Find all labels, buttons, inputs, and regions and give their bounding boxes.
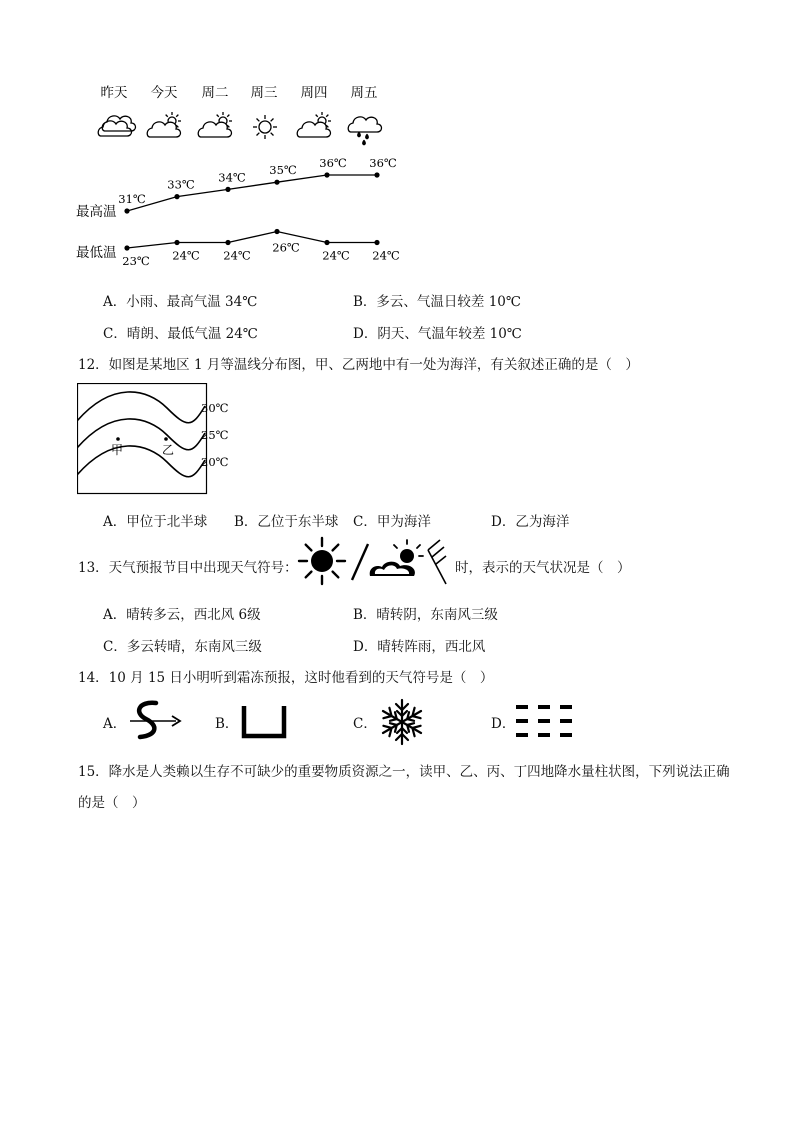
high-temp-point <box>124 208 129 213</box>
weather-forecast-figure <box>70 75 430 275</box>
partly-cloudy-icon <box>297 122 330 137</box>
low-temp-point <box>124 245 129 250</box>
isotherm-30 <box>77 392 205 423</box>
fog-icon[interactable] <box>514 702 576 746</box>
point-a-label: 甲 <box>111 443 124 457</box>
low-temp-axis-label: 最低温 <box>76 245 117 261</box>
point-b-label: 乙 <box>162 443 175 457</box>
q12-option-c[interactable]: C．甲为海洋 <box>353 514 431 530</box>
high-temp-point <box>374 172 379 177</box>
frost-icon[interactable] <box>238 702 292 746</box>
low-temp-label: 23℃ <box>122 254 150 268</box>
q11-option-c[interactable]: C．晴朗、最低气温 24℃ <box>103 326 258 342</box>
snowflake-icon[interactable] <box>376 696 428 752</box>
q11-option-b[interactable]: B．多云、气温日较差 10℃ <box>353 294 521 310</box>
q14-option-b-label[interactable]: B． <box>215 716 239 732</box>
high-temp-label: 36℃ <box>369 156 397 170</box>
low-temp-point <box>174 240 179 245</box>
isotherm-label-25: 25℃ <box>201 428 229 442</box>
wind-barb-icon <box>428 540 446 584</box>
high-temp-label: 35℃ <box>269 163 297 178</box>
q13-stem-suffix: 时，表示的天气状况是（ ） <box>455 560 631 576</box>
high-temp-label: 36℃ <box>319 156 347 170</box>
high-temp-point <box>225 187 230 192</box>
high-temp-label: 34℃ <box>218 170 246 185</box>
q11-option-d[interactable]: D．阴天、气温年较差 10℃ <box>353 326 522 342</box>
isotherm-label-30: 30℃ <box>201 401 229 415</box>
low-temp-point <box>374 240 379 245</box>
q14-option-d-label[interactable]: D． <box>491 716 516 732</box>
q15-stem-line2: 的是（ ） <box>78 795 146 811</box>
day-label: 周二 <box>201 85 229 101</box>
rain-icon <box>348 117 381 132</box>
low-temp-label: 24℃ <box>372 248 400 263</box>
partly-cloudy-icon <box>198 122 231 137</box>
q13-stem-prefix: 13．天气预报节目中出现天气符号： <box>78 560 298 576</box>
q13-option-b[interactable]: B．晴转阴，东南风三级 <box>353 607 498 623</box>
raindrop <box>363 140 366 145</box>
sandstorm-icon[interactable] <box>128 697 188 749</box>
q14-option-a-label[interactable]: A． <box>103 716 127 732</box>
high-temp-label: 31℃ <box>118 192 146 206</box>
low-temp-label: 26℃ <box>272 240 300 255</box>
high-temp-label: 33℃ <box>167 177 195 192</box>
high-temp-line <box>127 175 377 211</box>
low-temp-label: 24℃ <box>322 248 350 263</box>
turn-to-slash <box>352 544 368 580</box>
q14-option-c-label[interactable]: C． <box>353 716 377 732</box>
point-b-dot <box>164 437 168 441</box>
raindrop <box>358 132 361 137</box>
q15-stem-line1: 15．降水是人类赖以生存不可缺少的重要物质资源之一，读甲、乙、丙、丁四地降水量柱状图，下列说法正确 <box>78 764 730 780</box>
partly-cloudy-icon <box>147 122 180 137</box>
q11-option-a[interactable]: A．小雨、最高气温 34℃ <box>103 294 258 310</box>
q13-option-d[interactable]: D．晴转阵雨，西北风 <box>353 639 486 655</box>
isotherm-20 <box>77 446 205 477</box>
low-temp-label: 24℃ <box>172 248 200 263</box>
raindrop <box>366 134 369 139</box>
isotherm-map <box>77 383 237 502</box>
temperature-line-chart <box>70 75 430 275</box>
day-label: 周三 <box>250 85 278 101</box>
high-temp-point <box>174 194 179 199</box>
isotherm-25 <box>77 419 205 450</box>
day-label: 周五 <box>350 85 378 101</box>
high-temp-point <box>324 172 329 177</box>
low-temp-point <box>225 240 230 245</box>
point-a-dot <box>116 437 120 441</box>
q12-option-a[interactable]: A．甲位于北半球 <box>103 514 208 530</box>
q13-option-a[interactable]: A．晴转多云，西北风 6级 <box>103 607 261 623</box>
isotherm-label-20: 20℃ <box>201 455 229 469</box>
isotherm-diagram <box>77 383 237 498</box>
q13-option-c[interactable]: C．多云转晴，东南风三级 <box>103 639 262 655</box>
low-temp-point <box>274 229 279 234</box>
day-label: 周四 <box>300 85 328 101</box>
sunny-icon <box>253 115 277 139</box>
q14-stem: 14．10 月 15 日小明听到霜冻预报，这时他看到的天气符号是（ ） <box>78 670 494 686</box>
high-temp-axis-label: 最高温 <box>76 204 117 220</box>
sunny-icon <box>299 538 345 584</box>
q12-stem: 12．如图是某地区 1 月等温线分布图，甲、乙两地中有一处为海洋，有关叙述正确的是（ ） <box>78 357 639 373</box>
low-temp-line <box>127 232 377 249</box>
high-temp-point <box>274 180 279 185</box>
partly-cloudy-icon <box>370 540 423 576</box>
low-temp-point <box>324 240 329 245</box>
q12-option-d[interactable]: D．乙为海洋 <box>491 514 570 530</box>
q13-weather-symbols <box>296 536 456 590</box>
day-label: 昨天 <box>100 85 128 101</box>
q12-option-b[interactable]: B．乙位于东半球 <box>234 514 339 530</box>
low-temp-label: 24℃ <box>223 248 251 263</box>
day-label: 今天 <box>150 85 178 101</box>
